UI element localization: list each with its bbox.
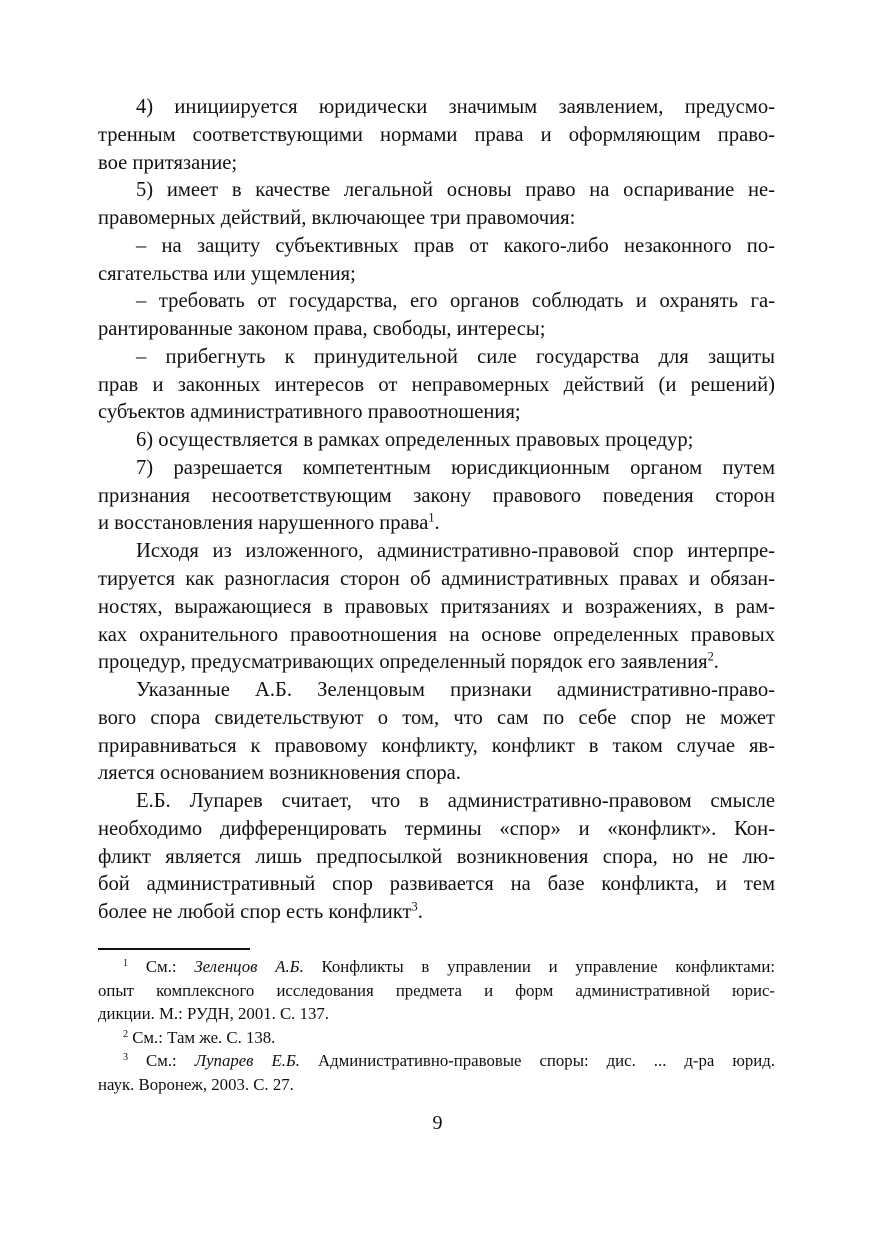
text-line [98,261,775,289]
text-line [98,760,775,788]
text-span: и восстановления нарушенного права [98,512,429,535]
text-line [98,1002,775,1026]
text-span: . [417,901,423,924]
footnote-marker: 1 [428,511,435,526]
body-text [98,94,775,927]
footnote-separator [98,948,250,950]
text-span: Исходя из изложенного, административно-правовой спор интерпре- [136,540,775,563]
text-line [98,1073,775,1097]
text-span: сягательства или ущемления; [98,262,356,285]
text-span: ностях, выражающиеся в правовых притязаниях и возражениях, в рам- [98,595,775,618]
paragraph [98,538,775,677]
text-span: – требовать от государства, его органов соблюдать и охранять га- [136,290,775,313]
footnote-marker: 3 [123,1051,129,1063]
footnote-marker: 2 [123,1028,129,1040]
text-line [98,288,775,316]
text-line [98,483,775,511]
footnote-marker: 3 [411,899,418,914]
text-line [98,177,775,205]
text-span: – прибегнуть к принудительной силе государства для защиты [136,345,775,368]
text-line [98,844,775,872]
text-line [98,399,775,427]
text-span: наук. Воронеж, 2003. С. 27. [98,1074,294,1094]
text-span: Е.Б. Лупарев считает, что в административно-правовом смысле [136,790,775,813]
text-span: опыт комплексного исследования предмета и форм административной юрис- [98,980,775,1000]
footnote [98,955,775,1026]
text-line [98,566,775,594]
paragraph [98,94,775,177]
text-span: 4) инициируется юридически значимым заявлением, предусмо- [136,96,775,118]
text-line [98,788,775,816]
text-line [98,816,775,844]
text-span: субъектов административного правоотношения; [98,401,521,424]
text-line [98,622,775,650]
text-line [98,538,775,566]
text-line [98,150,775,178]
text-span: более не любой спор есть конфликт [98,901,412,924]
text-span: ках охранительного правоотношения на основе определенных правовых [98,623,775,646]
text-line [98,94,775,122]
paragraph [98,344,775,427]
text-span: – на защиту субъективных прав от какого-либо незаконного по- [136,234,775,257]
text-span: вого спора свидетельствуют о том, что сам по себе спор не может [98,706,775,729]
footnote [98,1026,775,1050]
text-span: вое притязание; [98,151,238,174]
text-line [98,705,775,733]
paragraph [98,427,775,455]
text-span: необходимо дифференцировать термины «спор» и «конфликт». Кон- [98,817,775,840]
footnotes [98,955,775,1096]
text-line [98,677,775,705]
text-line [98,122,775,150]
page-number: 9 [432,1112,443,1134]
author-name: Зеленцов А.Б. [194,957,304,976]
text-line [98,372,775,400]
footnote-marker: 1 [123,957,129,969]
text-span: . [713,651,719,674]
text-line [98,455,775,483]
text-span: Указанные А.Б. Зеленцовым признаки административно-право- [136,679,775,702]
text-span: См.: [128,1051,195,1070]
text-line [98,1026,775,1050]
paragraph [98,177,775,233]
text-span: 6) осуществляется в рамках определенных правовых процедур; [136,429,694,452]
text-line [98,979,775,1003]
text-span: дикции. М.: РУДН, 2001. С. 137. [98,1004,329,1023]
text-line [98,649,775,677]
text-line [98,1049,775,1073]
text-line [98,205,775,233]
text-span: См.: Там же. С. 138. [128,1027,276,1047]
text-line [98,427,775,455]
text-line [98,955,775,979]
text-span: Конфликты в управлении и управление конфликтами: [303,957,775,976]
text-span: См.: [128,957,195,976]
text-span: бой административный спор развивается на базе конфликта, и тем [98,873,775,896]
text-line [98,594,775,622]
text-span: Административно-правовые споры: дис. ... д-ра юрид. [300,1051,776,1070]
text-line [98,733,775,761]
text-span: фликт является лишь предпосылкой возникновения спора, но не лю- [98,845,775,868]
author-name: Лупарев Е.Б. [194,1051,300,1070]
text-span: прав и законных интересов от неправомерных действий (и решений) [98,373,775,396]
text-span: 5) имеет в качестве легальной основы право на оспаривание не- [136,179,775,202]
text-line [98,899,775,927]
footnote-marker: 2 [707,649,714,664]
paragraph [98,455,775,538]
paragraph [98,788,775,927]
paragraph [98,288,775,344]
paragraph [98,233,775,289]
text-span: рантированные законом права, свободы, интересы; [98,318,546,341]
text-span: ляется основанием возникновения спора. [98,762,461,785]
text-line [98,316,775,344]
text-span: тируется как разногласия сторон об административных правах и обязан- [98,568,775,591]
paragraph [98,677,775,788]
text-span: правомерных действий, включающее три правомочия: [98,207,576,230]
text-span: процедур, предусматривающих определенный порядок его заявления [98,651,708,674]
text-line [98,233,775,261]
text-span: тренным соответствующими нормами права и оформляющим право- [98,123,775,146]
footnote [98,1049,775,1096]
text-span: 7) разрешается компетентным юрисдикционным органом путем [136,456,775,479]
text-line [98,344,775,372]
text-span: признания несоответствующим закону правового поведения сторон [98,484,775,507]
text-span: приравниваться к правовому конфликту, конфликт в таком случае яв- [98,734,775,757]
text-line [98,510,775,538]
text-span: . [434,512,440,535]
text-line [98,871,775,899]
